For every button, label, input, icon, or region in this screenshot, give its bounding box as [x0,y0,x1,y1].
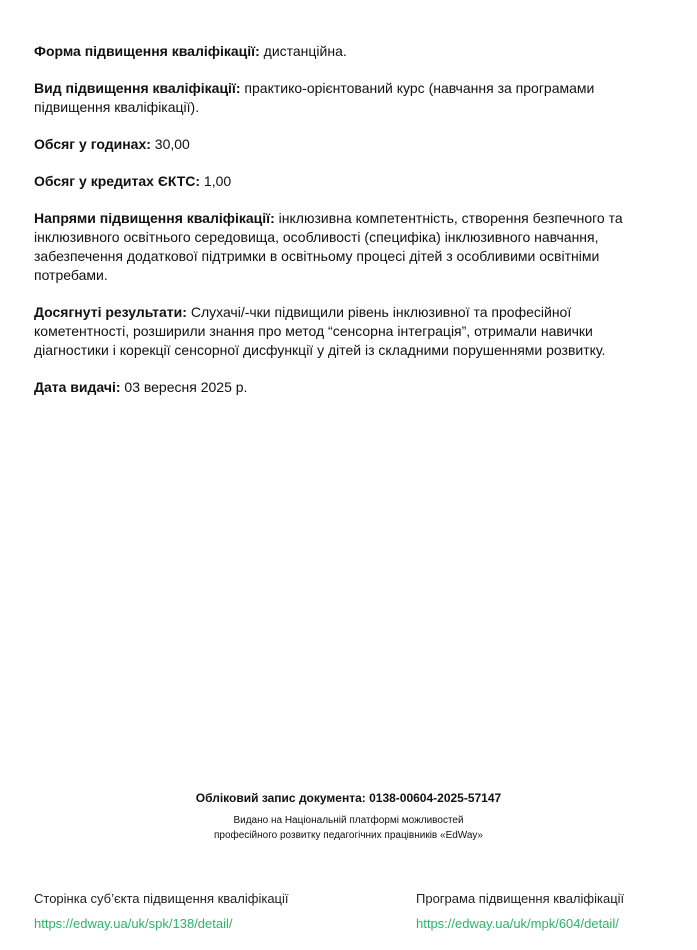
field-credits-value: 1,00 [200,173,232,189]
field-type-value: практико-орієнтований курс (навчання за програмами підвищення кваліфікації). [34,80,595,115]
field-credits-label: Обсяг у кредитах ЄКТС: [34,173,201,189]
field-form-label: Форма підвищення кваліфікації: [34,43,260,59]
issued-line-1: Видано на Національній платформі можливостей [233,815,464,826]
field-hours-value: 30,00 [150,136,190,152]
program-caption: Програма підвищення кваліфікації [416,891,625,906]
field-credits [34,172,664,191]
field-issue-date-value: 03 вересня 2025 р. [120,379,248,395]
field-hours-label: Обсяг у годинах: [34,136,151,152]
subject-page-link[interactable]: https://edway.ua/uk/spk/138/detail/ [34,916,233,931]
field-results-value: Слухачі/-чки підвищили рівень інклюзивної та професійної кометентності, розширили знання про метод “сенсорна інтеграція”, отримали навички діагностики і корекції сенсорної дисфункції у дітей із складними порушеннями розвитку. [34,304,606,358]
field-form [34,42,664,61]
document-record-id: Обліковий запис документа: 0138-00604-2025-57147 [195,791,502,805]
field-form-value: дистанційна. [259,43,347,59]
subject-page-block [34,891,289,932]
field-issue-date [34,378,664,397]
field-directions [34,209,664,285]
field-results [34,303,664,360]
field-directions-value: інклюзивна компетентність, створення безпечного та інклюзивного освітнього середовища, особливості (специфіка) інклюзивного навчання, забезпечення додаткової підтримки в освітньому процесі дітей з особливими освітніми потребами. [34,210,623,283]
subject-page-caption: Сторінка суб’єкта підвищення кваліфікації [34,891,289,906]
field-results-label: Досягнуті результати: [34,304,187,320]
field-hours [34,135,664,154]
certificate-fields [34,42,664,415]
program-link[interactable]: https://edway.ua/uk/mpk/604/detail/ [416,916,619,931]
field-type [34,79,664,117]
issued-line-2: професійного розвитку педагогічних працівників «EdWay» [213,830,483,841]
field-directions-label: Напрями підвищення кваліфікації: [34,210,275,226]
field-type-label: Вид підвищення кваліфікації: [34,80,241,96]
field-issue-date-label: Дата видачі: [34,379,121,395]
program-block [416,891,624,932]
issued-by-note [0,813,697,843]
